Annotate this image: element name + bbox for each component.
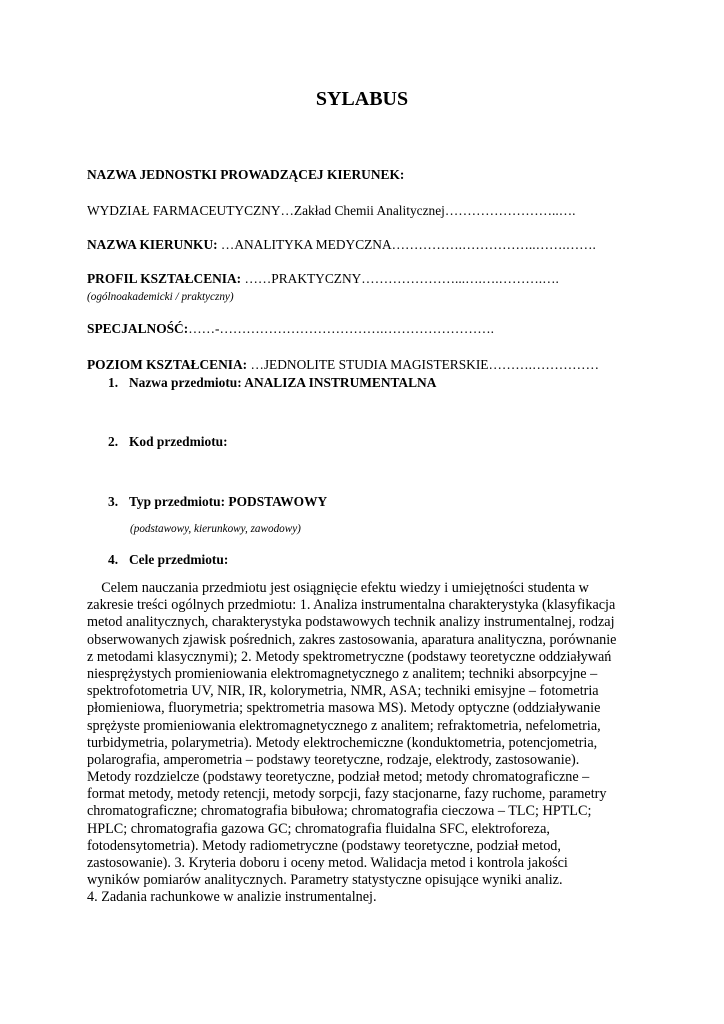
course-line — [87, 237, 596, 253]
profile-note: (ogólnoakademicki / praktyczny) — [87, 291, 234, 303]
paragraph-line: z metodami klasycznymi); 2. Metody spektrometryczne (podstawy teoretyczne oddziaływań — [87, 648, 612, 665]
specialty-label: SPECJALNOŚĆ: — [87, 321, 189, 336]
list-item-number: 4. — [108, 552, 119, 567]
list-item-number: 3. — [108, 494, 119, 509]
paragraph-line: format metody, metody retencji, metody sorpcji, fazy stacjonarne, fazy ruchome, parametry — [87, 786, 607, 803]
list-item-number: 1. — [108, 375, 119, 390]
list-item-number: 2. — [108, 434, 119, 449]
unit-value: WYDZIAŁ FARMACEUTYCZNY…Zakład Chemii Analitycznej……………………..…. — [87, 203, 576, 218]
level-label: POZIOM KSZTAŁCENIA: — [87, 357, 248, 372]
course-label: NAZWA KIERUNKU: — [87, 237, 218, 252]
paragraph-line: sprężyste promieniowania elektromagnetycznego z analitem; refraktometria, nefelometria, — [87, 717, 601, 734]
course-value: …ANALITYKA MEDYCZNA…………….……………..…….……. — [217, 237, 596, 252]
list-item — [108, 434, 228, 450]
list-item — [108, 494, 327, 510]
paragraph-line: chromatograficzne; chromatografia bibułowa; chromatografia cieczowa – TLC; HPTLC; — [87, 803, 592, 820]
paragraph-line: Metody rozdzielcze (podstawy teoretyczne, podział metod; metody chromatograficzne – — [87, 769, 590, 786]
paragraph-line: wyników pomiarów analitycznych. Parametry statystyczne opisujące wyniki analiz. — [87, 872, 563, 889]
list-item-text: Cele przedmiotu: — [129, 552, 229, 567]
list-item-text: Nazwa przedmiotu: ANALIZA INSTRUMENTALNA — [129, 375, 437, 390]
profile-line — [87, 271, 559, 287]
paragraph-line: turbidymetria, polarymetria). Metody elektrochemiczne (konduktometria, potencjometria, — [87, 734, 598, 751]
paragraph-line: niesprężystych promieniowania elektromagnetycznego z analitem; techniki absorpcyjne – — [87, 665, 598, 682]
paragraph-line: zakresie treści ogólnych przedmiotu: 1. Analiza instrumentalna charakterystyka (klasyfikacja — [87, 597, 616, 614]
profile-value: ……PRAKTYCZNY…………………...….….……….…. — [241, 271, 559, 286]
specialty-value: ……-……………………………….……………………. — [188, 321, 494, 336]
specialty-line — [87, 321, 494, 337]
paragraph-line: obserwowanych zjawisk pośrednich, zakres zastosowania, aparatura analityczna, porównanie — [87, 631, 617, 648]
paragraph-line: płomieniowa, fluorymetria; spektrometria masowa MS). Metody optyczne (oddziaływanie — [87, 700, 601, 717]
paragraph-line: fotodensytometria). Metody radiometryczne (podstawy teoretyczne, podział metod, — [87, 837, 561, 854]
list-item-text: Typ przedmiotu: PODSTAWOWY — [129, 494, 328, 509]
paragraph-line: Celem nauczania przedmiotu jest osiągnięcie efektu wiedzy i umiejętności studenta w — [87, 580, 589, 596]
list-item-text: Kod przedmiotu: — [129, 434, 228, 449]
paragraph-line: zastosowanie). 3. Kryteria doboru i oceny metod. Walidacja metod i kontrola jakości — [87, 855, 568, 871]
list-item — [108, 552, 228, 568]
paragraph-line: metod analitycznych, charakterystyka podstawowych technik analizy instrumentalnej, rodzaj — [87, 614, 615, 631]
document-title: SYLABUS — [315, 88, 409, 110]
unit-label: NAZWA JEDNOSTKI PROWADZĄCEJ KIERUNEK: — [87, 167, 405, 182]
list-item — [108, 375, 436, 391]
objectives-paragraph — [87, 580, 639, 907]
paragraph-line: HPLC; chromatografia gazowa GC; chromatografia fluidalna SFC, elektroforeza, — [87, 820, 550, 837]
profile-label: PROFIL KSZTAŁCENIA: — [87, 271, 242, 286]
paragraph-line: polarografia, amperometria – podstawy teoretyczne, rodzaje, elektrody, zastosowanie). — [87, 751, 580, 768]
type-note: (podstawowy, kierunkowy, zawodowy) — [130, 523, 301, 535]
paragraph-line: spektrofotometria UV, NIR, IR, kolorymetria, NMR, ASA; techniki emisyjne – fotometria — [87, 683, 599, 700]
level-line — [87, 357, 599, 373]
paragraph-line: 4. Zadania rachunkowe w analizie instrumentalnej. — [87, 889, 377, 906]
level-value: …JEDNOLITE STUDIA MAGISTERSKIE……….…………… — [247, 357, 599, 372]
